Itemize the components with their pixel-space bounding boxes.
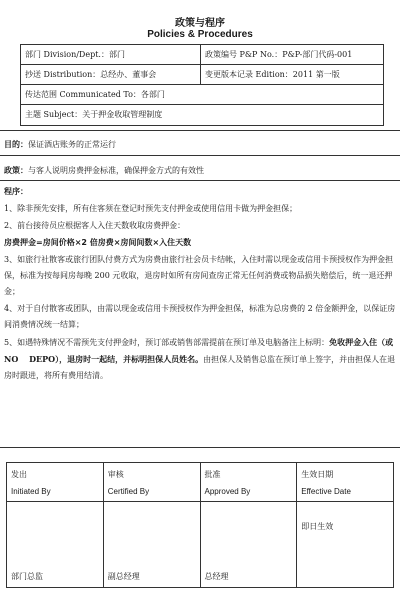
step-5 xyxy=(4,334,396,384)
signature-table xyxy=(6,462,394,588)
signature-cn-label: 生效日期 xyxy=(301,470,334,479)
purpose-section xyxy=(4,139,400,150)
header-table xyxy=(20,44,384,126)
divider xyxy=(104,501,200,502)
signatory-name: 副总经理 xyxy=(107,572,140,581)
step-5-text: 5、如遇特殊情况不需预先支付押金时，预订部或销售部需提前在预订单及电脑备注上标明： xyxy=(4,338,330,347)
header-row-subject xyxy=(21,105,383,125)
deposit-formula: 房费押金=房间价格×2 倍房费×房间间数×入住天数 xyxy=(4,238,192,247)
distribution-cell: 抄送 Distribution：总经办、董事会 xyxy=(21,65,201,84)
signature-approved xyxy=(201,463,298,587)
policy-body xyxy=(0,130,400,448)
header-row-distribution xyxy=(21,65,383,85)
step-2: 2、前台接待员应根据客人入住天数收取房费押金： xyxy=(4,221,186,230)
procedure-steps xyxy=(4,201,396,385)
step-5-tail: 由担保人及销售总监在预订单上签字，并由担保人在退房时跟进，将所有费用结清。 xyxy=(4,355,396,380)
signature-en-label: Approved By xyxy=(204,487,251,496)
signature-en-label: Effective Date xyxy=(301,487,351,496)
header-row-division xyxy=(21,45,383,65)
effective-date-value: 即日生效 xyxy=(301,522,334,531)
document-title-en: Policies & Procedures xyxy=(147,29,253,40)
signature-cn-label: 发出 xyxy=(11,470,27,479)
divider xyxy=(7,501,103,502)
communicated-cell: 传达范围 Communicated To：各部门 xyxy=(25,90,165,99)
signature-en-label: Initiated By xyxy=(11,487,51,496)
purpose-text: 保证酒店账务的正常运行 xyxy=(28,140,116,149)
policy-text: 与客人说明房费押金标准，确保押金方式的有效性 xyxy=(28,166,204,175)
signature-cn-label: 审核 xyxy=(107,470,124,479)
policy-label: 政策： xyxy=(4,165,28,175)
policy-section xyxy=(4,165,400,176)
signatory-name: 总经理 xyxy=(204,572,229,581)
divider xyxy=(0,155,400,156)
purpose-label: 目的： xyxy=(4,139,28,149)
divider xyxy=(297,501,393,502)
step-3: 3、如旅行社散客或旅行团队付费方式为房费由旅行社会员卡结帐，入住时需以现金或信用卡预授权作为押金担保，标准为按每间房每晚 200 元收取，退房时如所有房间查房正常无任何消费或物品损失赔偿后，统一退还押金； xyxy=(4,255,394,296)
signature-en-label: Certified By xyxy=(107,487,150,496)
subject-cell: 主题 Subject：关于押金收取管理制度 xyxy=(25,110,163,119)
edition-cell: 变更版本记录 Edition：2011 第一版 xyxy=(205,70,340,79)
divider xyxy=(0,180,400,181)
signature-initiated xyxy=(7,463,104,587)
header-row-communicated xyxy=(21,85,383,105)
document-title-cn: 政策与程序 xyxy=(175,18,225,29)
step-1: 1、除非预先安排，所有住客须在登记时预先支付押金或使用信用卡做为押金担保； xyxy=(4,204,298,213)
step-4: 4、对于自付散客或团队，由需以现金或信用卡预授权作为押金担保，标准为总房费的 2 倍金额押金，以保证房间消费情况统一结算； xyxy=(4,304,396,329)
division-cell: 部门 Division/Dept.：部门 xyxy=(21,45,201,64)
step-5-bold: 免收押金入住（或 NO DEPO），退房时一起结，并标明担保人员姓名。 xyxy=(4,337,394,364)
signature-certified xyxy=(104,463,201,587)
signatory-name: 部门总监 xyxy=(11,572,43,581)
policy-number-cell: 政策编号 P&P No.：P&P-部门代码-001 xyxy=(205,50,353,59)
signature-cn-label: 批准 xyxy=(204,470,221,479)
divider xyxy=(201,501,297,502)
signature-effective-date xyxy=(297,463,393,587)
procedure-label: 程序： xyxy=(4,186,28,196)
